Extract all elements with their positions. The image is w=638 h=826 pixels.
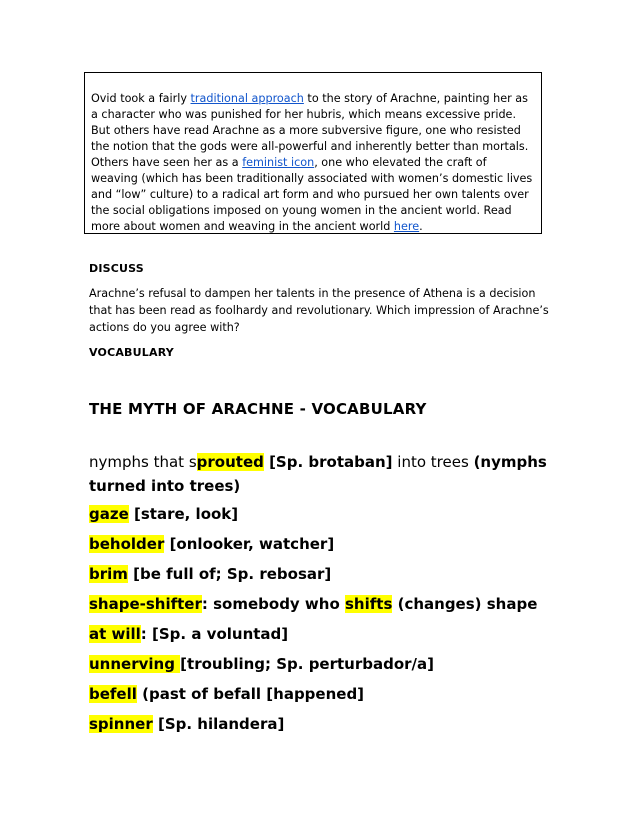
vocab-item-befell: befell (past of befall [happened] [89,685,365,703]
highlighted-term: prouted [196,453,264,471]
feminist-icon-link[interactable]: feminist icon [242,156,315,169]
vocab-item-shape-shifter: shape-shifter: somebody who shifts (changes) shape [89,595,538,613]
highlighted-term: gaze [89,505,129,523]
vocab-item-brim: brim [be full of; Sp. rebosar] [89,565,332,583]
vocab-item-beholder: beholder [onlooker, watcher] [89,535,335,553]
vocab-item-gaze: gaze [stare, look] [89,505,239,523]
intro-text: to the story of Arachne, painting her as a character who was punished for her hubris, which means excessive pride. But others have read Arachne as a more subversive figure, one who resisted the notion that the gods were all-powerful and inherently better than mortals. Others have seen her as a [91,92,529,169]
highlighted-term: befell [89,685,137,703]
vocab-title: THE MYTH OF ARACHNE - VOCABULARY [89,400,427,418]
highlighted-term: unnerving [89,655,181,673]
highlighted-term: beholder [89,535,165,553]
discuss-text: Arachne’s refusal to dampen her talents in the presence of Athena is a decision that has been read as foolhardy and revolutionary. Which impression of Arachne’s actions do you agree with? [89,287,549,334]
vocabulary-heading: VOCABULARY [89,346,174,359]
intro-text: . [419,220,423,233]
vocab-item-at-will: at will: [Sp. a voluntad] [89,625,289,643]
highlighted-term: shape-shifter [89,595,202,613]
highlighted-term: spinner [89,715,153,733]
highlighted-term: at will [89,625,141,643]
here-link[interactable]: here [393,220,420,233]
vocab-item-spinner: spinner [Sp. hilandera] [89,715,285,733]
vocab-item-unnerving: unnerving [troubling; Sp. perturbador/a] [89,655,435,673]
highlighted-term: brim [89,565,128,583]
intro-text-box [84,72,542,234]
intro-text: Ovid took a fairly [91,92,191,105]
traditional-approach-link[interactable]: traditional approach [190,92,304,105]
vocab-item-sprouted: nymphs that sprouted [Sp. brotaban] into trees (nymphs turned into trees) [89,453,547,495]
intro-text: , one who elevated the craft of weaving (which has been traditionally associated with women’s domestic lives and “low” culture) to a radical art form and who pursued her own talents over the social obligations imposed on young women in the ancient world. Read more about women and weaving in the ancient world [91,156,533,233]
highlighted-term: shifts [345,595,393,613]
discuss-heading: DISCUSS [89,262,144,275]
